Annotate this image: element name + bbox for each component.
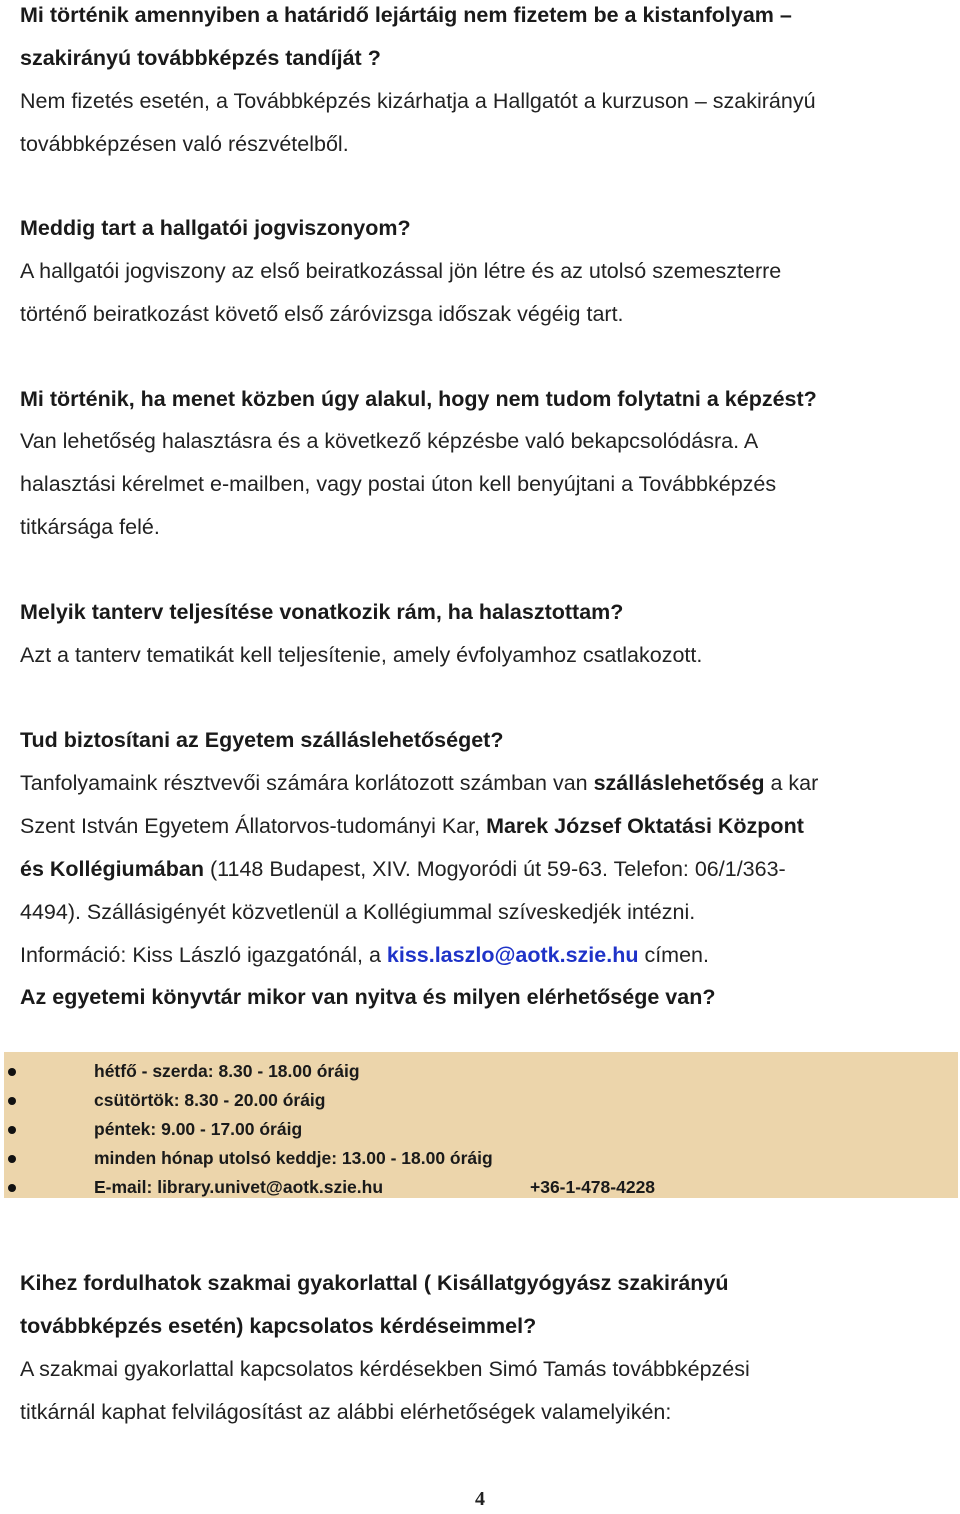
question-line: szakirányú továbbképzés tandíját ? [20,46,381,70]
answer-line: titkársága felé. [20,515,160,539]
faq-question-cannot-continue: Mi történik, ha menet közben úgy alakul, hogy nem tudom folytatni a képzést? [20,387,817,411]
faq-question-unpaid-fee [20,0,950,80]
faq-answer-accommodation [20,762,950,977]
email-link[interactable]: kiss.laszlo@aotk.szie.hu [386,943,639,967]
hours-item [4,1086,954,1115]
question-line: Mi történik amennyiben a határidő lejártáig nem fizetem be a kistanfolyam – [20,3,792,27]
question-line: továbbképzés esetén) kapcsolatos kérdéseimmel? [20,1314,537,1338]
faq-question-curriculum: Melyik tanterv teljesítése vonatkozik rám, ha halasztottam? [20,600,624,624]
text-span: (1148 Budapest, XIV. Mogyoródi út 59-63. Telefon: 06/1/363- [204,857,786,881]
answer-line: Van lehetőség halasztásra és a következő képzésbe való bekapcsolódásra. A [20,429,759,453]
hours-text: csütörtök: 8.30 - 20.00 óráig [94,1090,326,1110]
bullet-icon [8,1184,16,1192]
faq-question-library: Az egyetemi könyvtár mikor van nyitva és milyen elérhetősége van? [20,985,716,1009]
library-contact-item [4,1173,954,1202]
answer-line: Nem fizetés esetén, a Továbbképzés kizárhatja a Hallgatót a kurzuson – szakirányú [20,89,816,113]
hours-item [4,1057,954,1086]
answer-line: 4494). Szállásigényét közvetlenül a Kollégiummal szíveskedjék intézni. [20,900,696,924]
hours-text: minden hónap utolsó keddje: 13.00 - 18.00 óráig [94,1148,493,1168]
faq-question-accommodation: Tud biztosítani az Egyetem szálláslehetőséget? [20,728,504,752]
faq-answer-unpaid-fee [20,80,950,166]
text-span: címen. [638,943,709,967]
faq-question-student-status: Meddig tart a hallgatói jogviszonyom? [20,216,411,240]
answer-line: titkárnál kaphat felvilágosítást az alábbi elérhetőségek valamelyikén: [20,1400,672,1424]
answer-line: halasztási kérelmet e-mailben, vagy postai úton kell benyújtani a Továbbképzés [20,472,777,496]
faq-answer-practice [20,1348,950,1434]
bullet-icon [8,1097,16,1105]
library-email[interactable]: E-mail: library.univet@aotk.szie.hu [94,1177,384,1197]
hours-text: péntek: 9.00 - 17.00 óráig [94,1119,303,1139]
answer-line [20,848,950,891]
bullet-icon [8,1126,16,1134]
faq-answer-student-status [20,250,950,336]
bullet-icon [8,1068,16,1076]
hours-item [4,1144,954,1173]
bold-span: Marek József Oktatási Központ [486,814,804,838]
answer-line: A hallgatói jogviszony az első beiratkozással jön létre és az utolsó szemeszterre [20,259,782,283]
text-span: a kar [764,771,819,795]
bullet-icon [8,1155,16,1163]
faq-question-practice [20,1262,950,1348]
bold-span: szálláslehetőség [593,771,765,795]
library-hours-box [4,1052,958,1198]
answer-line: továbbképzésen való részvételből. [20,132,349,156]
page-number: 4 [475,1488,485,1510]
text-span: Információ: Kiss László igazgatónál, a [20,943,387,967]
answer-line [20,934,950,977]
faq-answer-curriculum: Azt a tanterv tematikát kell teljesítenie, amely évfolyamhoz csatlakozott. [20,643,703,667]
answer-line: történő beiratkozást követő első záróvizsga időszak végéig tart. [20,302,624,326]
faq-answer-cannot-continue [20,420,950,549]
answer-line [20,805,950,848]
text-span: Tanfolyamaink résztvevői számára korlátozott számban van [20,771,594,795]
library-phone: +36-1-478-4228 [530,1177,656,1197]
answer-line: A szakmai gyakorlattal kapcsolatos kérdésekben Simó Tamás továbbképzési [20,1357,750,1381]
question-line: Kihez fordulhatok szakmai gyakorlattal ( Kisállatgyógyász szakirányú [20,1271,729,1295]
bold-span: és Kollégiumában [20,857,204,881]
answer-line [20,762,950,805]
text-span: Szent István Egyetem Állatorvos-tudományi Kar, [20,814,487,838]
hours-text: hétfő - szerda: 8.30 - 18.00 óráig [94,1061,360,1081]
hours-item [4,1115,954,1144]
